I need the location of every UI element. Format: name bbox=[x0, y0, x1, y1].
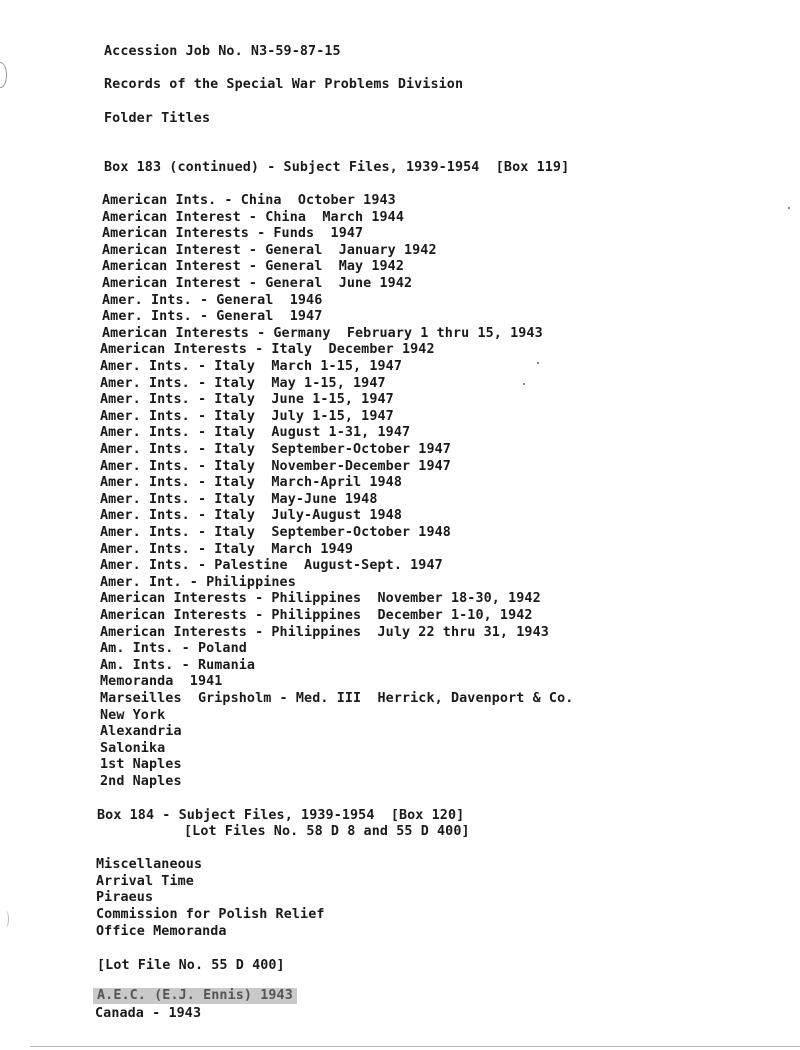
page-edge-line bbox=[30, 1046, 800, 1047]
folder-title: American Interests - Philippines November 18-30, 1942 bbox=[100, 591, 541, 606]
records-title: Records of the Special War Problems Division bbox=[104, 77, 464, 92]
accession-number: Accession Job No. N3-59-87-15 bbox=[104, 44, 341, 59]
lot-files-note: [Lot Files No. 58 D 8 and 55 D 400] bbox=[184, 824, 470, 839]
folder-title: Amer. Ints. - General 1946 bbox=[102, 293, 323, 308]
folder-title: Memoranda 1941 bbox=[100, 674, 223, 689]
punch-hole-mark bbox=[2, 910, 9, 928]
punch-hole-mark bbox=[0, 62, 7, 88]
folder-titles-heading: Folder Titles bbox=[104, 111, 211, 126]
folder-title: Arrival Time bbox=[96, 874, 194, 889]
folder-title: Amer. Ints. - Italy November-December 1947 bbox=[100, 459, 451, 474]
folder-title: Am. Ints. - Poland bbox=[100, 641, 247, 656]
folder-title: Amer. Ints. - Italy July 1-15, 1947 bbox=[100, 409, 394, 424]
folder-title: American Interests - Funds 1947 bbox=[102, 226, 364, 241]
box-184-heading: Box 184 - Subject Files, 1939-1954 [Box 120] bbox=[97, 808, 465, 823]
folder-title: Amer. Ints. - Italy June 1-15, 1947 bbox=[100, 392, 394, 407]
folder-title: Office Memoranda bbox=[96, 924, 227, 939]
folder-title: Amer. Ints. - Italy March 1949 bbox=[100, 542, 354, 557]
folder-title: Piraeus bbox=[96, 890, 154, 905]
folder-title: Amer. Ints. - Italy May 1-15, 1947 bbox=[100, 376, 386, 391]
folder-title: American Interest - General January 1942 bbox=[102, 243, 437, 258]
folder-title: 1st Naples bbox=[100, 757, 182, 772]
folder-title: Am. Ints. - Rumania bbox=[100, 658, 256, 673]
box-183-heading: Box 183 (continued) - Subject Files, 1939-1954 [Box 119] bbox=[104, 160, 570, 175]
folder-title: Amer. Int. - Philippines bbox=[100, 575, 296, 590]
folder-title: American Ints. - China October 1943 bbox=[102, 193, 396, 208]
highlighted-folder-title: A.E.C. (E.J. Ennis) 1943 bbox=[93, 988, 297, 1004]
folder-title: Amer. Ints. - Italy August 1-31, 1947 bbox=[100, 425, 411, 440]
scan-speck bbox=[537, 362, 539, 364]
folder-title: Amer. Ints. - Italy September-October 1947 bbox=[100, 442, 451, 457]
lot-file-note: [Lot File No. 55 D 400] bbox=[97, 958, 285, 973]
folder-title: American Interests - Philippines July 22 thru 31, 1943 bbox=[100, 625, 549, 640]
folder-title: American Interest - General June 1942 bbox=[102, 276, 413, 291]
folder-title: Marseilles Gripsholm - Med. III Herrick, Davenport & Co. bbox=[100, 691, 574, 706]
folder-title: Amer. Ints. - Palestine August-Sept. 1947 bbox=[100, 558, 443, 573]
folder-title: American Interests - Philippines December 1-10, 1942 bbox=[100, 608, 533, 623]
folder-title: Amer. Ints. - Italy September-October 1948 bbox=[100, 525, 451, 540]
folder-title: New York bbox=[100, 708, 166, 723]
folder-title: Amer. Ints. - Italy May-June 1948 bbox=[100, 492, 378, 507]
scan-speck bbox=[788, 207, 790, 209]
folder-title: Amer. Ints. - Italy July-August 1948 bbox=[100, 508, 402, 523]
folder-title: Amer. Ints. - Italy March-April 1948 bbox=[100, 475, 402, 490]
folder-title: Amer. Ints. - General 1947 bbox=[102, 309, 323, 324]
folder-title: American Interests - Germany February 1 thru 15, 1943 bbox=[102, 326, 543, 341]
folder-title: Commission for Polish Relief bbox=[96, 907, 325, 922]
folder-title: Salonika bbox=[100, 741, 166, 756]
folder-title: Miscellaneous bbox=[96, 857, 203, 872]
folder-title: American Interest - General May 1942 bbox=[102, 259, 404, 274]
folder-title: American Interests - Italy December 1942 bbox=[100, 342, 435, 357]
folder-title: Amer. Ints. - Italy March 1-15, 1947 bbox=[100, 359, 402, 374]
folder-title: Alexandria bbox=[100, 724, 182, 739]
scan-speck bbox=[523, 383, 525, 385]
folder-title-canada: Canada - 1943 bbox=[95, 1006, 202, 1021]
folder-title: 2nd Naples bbox=[100, 774, 182, 789]
folder-title: American Interest - China March 1944 bbox=[102, 210, 404, 225]
